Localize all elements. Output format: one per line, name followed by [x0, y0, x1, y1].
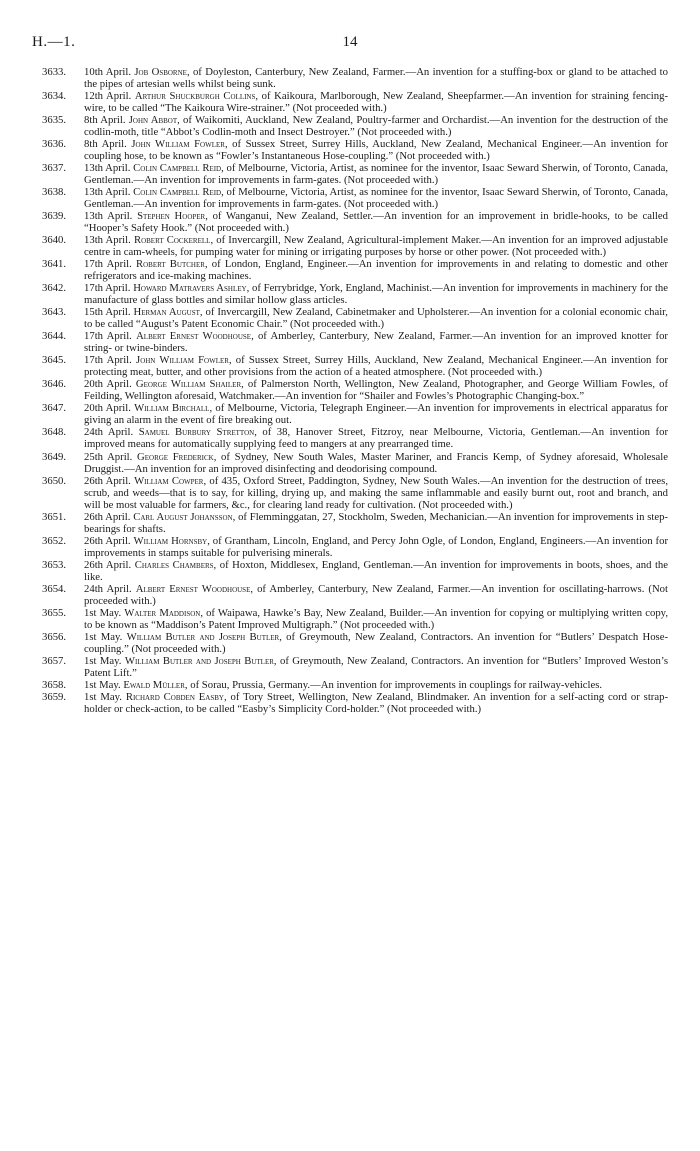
entry-number: 3640.: [42, 234, 67, 247]
applicant-name: John Abbot: [128, 114, 178, 127]
applicant-name: Samuel Burbury Stretton: [138, 426, 255, 439]
patent-entry: [42, 162, 668, 186]
entry-number: 3638.: [42, 186, 67, 199]
patent-entry: [42, 535, 668, 559]
entry-date: 17th April.: [84, 282, 131, 295]
entry-description: , of Doyleston, Canterbury, New Zealand, Farmer.—An invention for a stuffing-box or gland to be attached to the pipes of artesian wells whilst being sunk.: [84, 66, 668, 91]
entry-date: 1st May.: [84, 630, 123, 643]
applicant-name: Stephen Hooper: [137, 210, 206, 223]
patent-entry: [42, 655, 668, 679]
applicant-name: William Butler and Joseph Butler: [124, 654, 274, 667]
entry-date: 26th April.: [84, 558, 132, 571]
applicant-name: Colin Campbell Reid: [133, 162, 222, 175]
applicant-name: Carl August Johansson: [133, 510, 233, 523]
applicant-name: Herman August: [133, 306, 200, 319]
entry-description: , of Melbourne, Victoria, Telegraph Engineer.—An invention for improvements in electrical apparatus for giving an alarm in the event of fire breaking out.: [84, 402, 668, 427]
patent-entry: [42, 451, 668, 475]
entry-number: 3658.: [42, 678, 67, 691]
entry-description: , of Wanganui, New Zealand, Settler.—An invention for an improvement in bridle-hooks, to be called “Hooper’s Safety Hook.” (Not proceeded with.): [84, 210, 668, 235]
entry-number: 3639.: [42, 210, 67, 223]
entry-number: 3649.: [42, 450, 67, 463]
applicant-name: Job Osborne: [134, 66, 187, 78]
patent-entry: [42, 114, 668, 138]
entry-date: 1st May.: [84, 654, 122, 667]
patent-entry: [42, 679, 668, 691]
applicant-name: Albert Ernest Woodhouse: [135, 582, 251, 595]
patent-entry: [42, 378, 668, 402]
entry-description: , of Flemminggatan, 27, Stockholm, Sweden, Mechanician.—An invention for improvements in step-bearings for shafts.: [84, 510, 668, 535]
entry-number: 3659.: [42, 690, 67, 703]
entry-number: 3657.: [42, 654, 67, 667]
entry-description: , of Sorau, Prussia, Germany.—An invention for improvements in couplings for railway-vehicles.: [184, 678, 603, 691]
applicant-name: Robert Butcher: [135, 258, 205, 271]
patent-entry: [42, 90, 668, 114]
entry-description: , of Amberley, Canterbury, New Zealand, Farmer.—An invention for an improved knotter for string- or twine-binders.: [84, 330, 668, 355]
applicant-name: Albert Ernest Woodhouse: [136, 330, 252, 343]
patent-entry: [42, 426, 668, 450]
applicant-name: Charles Chambers: [134, 558, 214, 571]
applicant-name: William Birchall: [134, 402, 210, 415]
applicant-name: William Hornsby: [133, 534, 208, 547]
patent-entry: [42, 583, 668, 607]
entry-date: 13th April.: [84, 210, 133, 223]
entry-number: 3644.: [42, 330, 67, 343]
applicant-name: William Cowper: [134, 474, 204, 487]
entry-date: 20th April.: [84, 378, 132, 391]
applicant-name: George William Shailer: [135, 378, 242, 391]
applicant-name: Richard Cobden Easby: [125, 690, 224, 703]
entry-description: , of Melbourne, Victoria, Artist, as nominee for the inventor, Isaac Seward Sherwin, of Toronto, Canada, Gentleman.—An invention for improvements in farm-gates. (Not proceeded with.): [84, 162, 669, 187]
entry-number: 3633.: [42, 66, 67, 78]
entry-description: , of London, England, Engineer.—An invention for improvements in and relating to domestic and other refrigerators and ice-making machines.: [84, 258, 669, 283]
entry-number: 3641.: [42, 258, 67, 271]
entry-description: , of Invercargill, New Zealand, Agricultural-implement Maker.—An invention for an improved adjustable centre in cam-wheels, for pumping water for mining or irrigating purposes by horse or other power. (Not proceeded with.): [84, 234, 669, 259]
patent-entry: [42, 210, 668, 234]
entry-description: , of Sydney, New South Wales, Master Mariner, and Francis Kemp, of Sydney aforesaid, Wholesale Druggist.—An invention for an improved disinfecting and deodorising compound.: [84, 450, 668, 475]
applicant-name: John William Fowler: [136, 354, 229, 367]
entry-date: 1st May.: [84, 678, 121, 691]
patent-entry: [42, 402, 668, 426]
entry-description: , of Tory Street, Wellington, New Zealand, Blindmaker. An invention for a self-acting cord or strap-holder or check-action, to be called “Easby’s Simplicity Cord-holder.” (Not proceeded with.): [84, 690, 669, 715]
page-header: [32, 34, 668, 54]
patent-entry: [42, 607, 668, 631]
entry-number: 3650.: [42, 474, 67, 487]
entry-number: 3637.: [42, 162, 67, 175]
applicant-name: Colin Campbell Reid: [133, 186, 222, 199]
patent-entry: [42, 258, 668, 282]
entry-description: , of Hoxton, Middlesex, England, Gentleman.—An invention for improvements in boots, shoes, and the like.: [84, 558, 669, 583]
entry-number: 3642.: [42, 282, 67, 295]
entry-number: 3655.: [42, 606, 67, 619]
entry-date: 24th April.: [84, 582, 132, 595]
patent-entry: [42, 631, 668, 655]
entry-description: , of 435, Oxford Street, Paddington, Sydney, New South Wales.—An invention for the destruction of trees, scrub, and weeds—that is to say, for killing, drying up, and making the same inflammable and easily burnt out, root and branch, and will be most valuable for farmers, &c., for clearing land ready for cultivation. (Not proceeded with.): [84, 474, 668, 511]
entry-date: 10th April.: [84, 66, 131, 78]
entry-description: , of 38, Hanover Street, Fitzroy, near Melbourne, Victoria, Gentleman.—An invention for improved means for automatically supplying feed to mangers at any prearranged time.: [84, 426, 669, 451]
patent-entry: [42, 66, 668, 90]
entry-date: 8th April.: [84, 138, 127, 151]
document-reference: H.—1.: [32, 34, 76, 50]
applicant-name: William Butler and Joseph Butler: [126, 630, 280, 643]
patent-entry: [42, 330, 668, 354]
entry-date: 12th April.: [84, 90, 132, 103]
entry-date: 26th April.: [84, 534, 131, 547]
entry-date: 1st May.: [84, 606, 122, 619]
applicant-name: George Frederick: [137, 450, 214, 463]
patent-entry: [42, 186, 668, 210]
entry-number: 3643.: [42, 306, 67, 319]
entry-date: 25th April.: [84, 450, 133, 463]
applicant-name: Arthur Shuckburgh Collins: [134, 90, 256, 103]
entry-description: , of Amberley, Canterbury, New Zealand, Farmer.—An invention for oscillating-harrows. (Not proceeded with.): [84, 582, 668, 607]
patent-entry: [42, 138, 668, 162]
entry-date: 1st May.: [84, 690, 122, 703]
entry-number: 3651.: [42, 510, 67, 523]
patent-entry: [42, 234, 668, 258]
entry-number: 3656.: [42, 630, 67, 643]
entry-number: 3645.: [42, 354, 67, 367]
entry-date: 26th April.: [84, 510, 131, 523]
entry-date: 20th April.: [84, 402, 131, 415]
applicant-name: Ewald Müller: [123, 678, 185, 691]
entry-number: 3636.: [42, 138, 67, 151]
entry-description: , of Sussex Street, Surrey Hills, Auckland, New Zealand, Mechanical Engineer.—An invention for coupling hose, to be known as “Fowler’s Instantaneous Hose-coupling.” (Not proceeded with.): [84, 138, 669, 163]
entry-description: , of Greymouth, New Zealand, Contractors. An invention for “Butlers’ Despatch Hose-coupling.” (Not proceeded with.): [84, 630, 669, 655]
entry-date: 8th April.: [84, 114, 126, 127]
entry-number: 3634.: [42, 90, 67, 103]
entry-description: , of Sussex Street, Surrey Hills, Auckland, New Zealand, Mechanical Engineer.—An invention for protecting meat, butter, and other provisions from the action of a heated atmosphere. (Not proceeded with.): [84, 354, 668, 379]
entry-number: 3647.: [42, 402, 67, 415]
patent-entry: [42, 354, 668, 378]
applicant-name: Howard Matravers Ashley: [133, 282, 247, 295]
entry-date: 17th April.: [84, 330, 132, 343]
page-number: 14: [342, 34, 358, 50]
entry-description: , of Greymouth, New Zealand, Contractors. An invention for “Butlers’ Improved Weston’s Patent Lift.”: [84, 654, 669, 679]
patent-entries-list: [42, 66, 668, 715]
entry-date: 13th April.: [84, 234, 131, 247]
entry-description: , of Waipawa, Hawke’s Bay, New Zealand, Builder.—An invention for copying or multiplying written copy, to be known as “Maddison’s Patent Improved Multigraph.” (Not proceeded with.): [84, 606, 668, 631]
entry-number: 3653.: [42, 558, 67, 571]
entry-description: , of Palmerston North, Wellington, New Zealand, Photographer, and George William Fowles, of Feilding, Wellington aforesaid, Watchmaker.—An invention for “Shailer and Fowles’s Photographic Changing-box.”: [84, 378, 668, 403]
patent-entry: [42, 282, 668, 306]
patent-entry: [42, 306, 668, 330]
entry-number: 3646.: [42, 378, 67, 391]
entry-number: 3652.: [42, 534, 67, 547]
entry-date: 17th April.: [84, 354, 132, 367]
applicant-name: John William Fowler: [131, 138, 225, 151]
entry-date: 15th April.: [84, 306, 131, 319]
entry-description: , of Kaikoura, Marlborough, New Zealand, Sheepfarmer.—An invention for straining fencing-wire, to be called “The Kaikoura Wire-strainer.” (Not proceeded with.): [84, 90, 668, 115]
patent-entry: [42, 475, 668, 511]
entry-number: 3635.: [42, 114, 67, 127]
patent-entry: [42, 511, 668, 535]
entry-description: , of Invercargill, New Zealand, Cabinetmaker and Upholsterer.—An invention for a colonial economic chair, to be called “August’s Patent Economic Chair.” (Not proceeded with.): [84, 306, 668, 331]
entry-date: 26th April.: [84, 474, 131, 487]
patent-entry: [42, 691, 668, 715]
entry-date: 24th April.: [84, 426, 134, 439]
applicant-name: Walter Maddison: [124, 606, 201, 619]
entry-description: , of Waikomiti, Auckland, New Zealand, Poultry-farmer and Orchardist.—An invention for the destruction of the codlin-moth, title “Abbot’s Codlin-moth and Insect Destroyer.” (Not proceeded with.): [84, 114, 668, 139]
entry-date: 17th April.: [84, 258, 132, 271]
entry-number: 3648.: [42, 426, 67, 439]
applicant-name: Robert Cockerell: [133, 234, 211, 247]
entry-date: 13th April.: [84, 186, 131, 199]
entry-description: , of Grantham, Lincoln, England, and Percy John Ogle, of London, England, Engineers.—An invention for improvements in stamps suitable for pulverising minerals.: [84, 534, 669, 559]
entry-description: , of Ferrybridge, York, England, Machinist.—An invention for improvements in machinery for the manufacture of glass bottles and similar hollow glass articles.: [84, 282, 669, 307]
entry-number: 3654.: [42, 582, 67, 595]
patent-entry: [42, 559, 668, 583]
entry-date: 13th April.: [84, 162, 131, 175]
entry-description: , of Melbourne, Victoria, Artist, as nominee for the inventor, Isaac Seward Sherwin, of Toronto, Canada, Gentleman.—An invention for improvements in farm-gates. (Not proceeded with.): [84, 186, 669, 211]
